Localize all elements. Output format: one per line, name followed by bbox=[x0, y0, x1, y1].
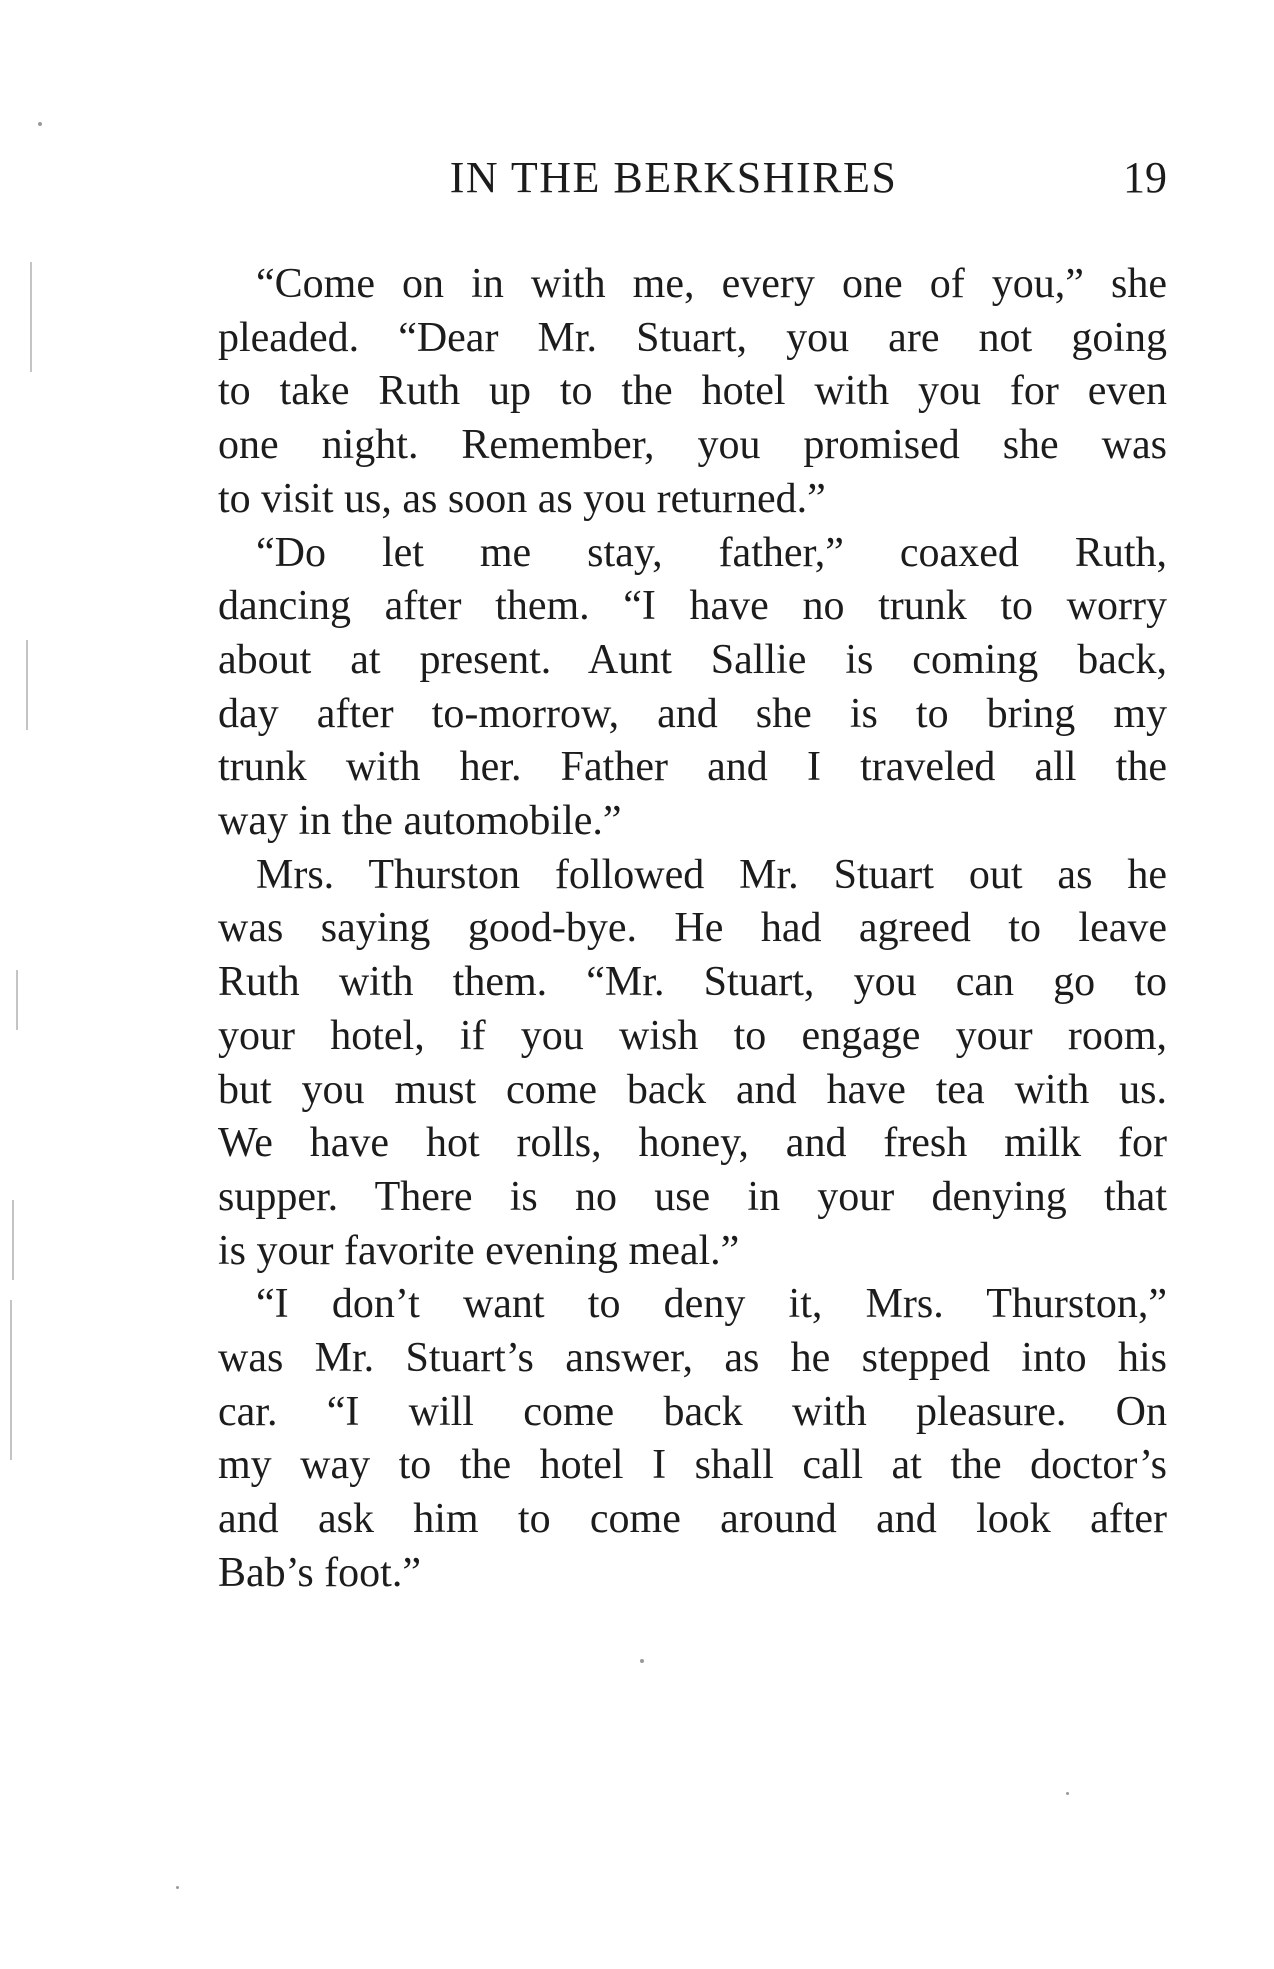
text-line: but you must come back and have tea with us. bbox=[218, 1066, 1167, 1113]
text-line: one night. Remember, you promised she was bbox=[218, 422, 1167, 469]
text-line: and ask him to come around and look after bbox=[218, 1496, 1167, 1543]
text-line: “I don’t want to deny it, Mrs. Thurston,” bbox=[256, 1281, 1167, 1328]
text-line: was Mr. Stuart’s answer, as he stepped into his bbox=[218, 1335, 1167, 1382]
gutter-mark bbox=[10, 1300, 12, 1460]
text-line: was saying good-bye. He had agreed to leave bbox=[218, 905, 1167, 952]
scan-speck bbox=[1066, 1792, 1069, 1795]
text-line: pleaded. “Dear Mr. Stuart, you are not going bbox=[218, 314, 1167, 361]
text-line: to visit us, as soon as you returned.” bbox=[218, 475, 826, 522]
paragraph-3 bbox=[180, 849, 1167, 1279]
text-line: car. “I will come back with pleasure. On bbox=[218, 1388, 1167, 1435]
paragraph-2 bbox=[180, 527, 1167, 849]
text-line: is your favorite evening meal.” bbox=[218, 1227, 740, 1274]
page-number: 19 bbox=[1123, 153, 1167, 202]
text-line: to take Ruth up to the hotel with you for even bbox=[218, 368, 1167, 415]
text-line: supper. There is no use in your denying that bbox=[218, 1173, 1167, 1220]
running-title: IN THE BERKSHIRES bbox=[449, 153, 898, 202]
text-line: Bab’s foot.” bbox=[218, 1549, 421, 1596]
gutter-mark bbox=[30, 262, 32, 372]
paragraph-4 bbox=[180, 1278, 1167, 1600]
text-line: about at present. Aunt Sallie is coming back, bbox=[218, 636, 1167, 683]
gutter-mark bbox=[12, 1200, 14, 1280]
text-line: trunk with her. Father and I traveled all the bbox=[218, 744, 1167, 791]
text-line: dancing after them. “I have no trunk to worry bbox=[218, 583, 1167, 630]
scan-speck bbox=[38, 122, 42, 126]
body-text bbox=[180, 258, 1167, 1601]
text-line: Mrs. Thurston followed Mr. Stuart out as he bbox=[256, 851, 1167, 898]
text-line: “Do let me stay, father,” coaxed Ruth, bbox=[256, 529, 1167, 576]
text-line: way in the automobile.” bbox=[218, 798, 622, 845]
text-line: day after to-morrow, and she is to bring my bbox=[218, 690, 1167, 737]
paragraph-1 bbox=[180, 258, 1167, 527]
text-line: your hotel, if you wish to engage your room, bbox=[218, 1012, 1167, 1059]
scan-speck bbox=[176, 1886, 179, 1889]
text-line: We have hot rolls, honey, and fresh milk for bbox=[218, 1120, 1167, 1167]
gutter-mark bbox=[16, 970, 18, 1030]
text-line: Ruth with them. “Mr. Stuart, you can go to bbox=[218, 959, 1167, 1006]
gutter-mark bbox=[26, 640, 28, 730]
scan-speck bbox=[640, 1659, 644, 1663]
running-head bbox=[180, 150, 1167, 206]
text-line: my way to the hotel I shall call at the doctor’s bbox=[218, 1442, 1167, 1489]
text-line: “Come on in with me, every one of you,” she bbox=[256, 261, 1167, 307]
